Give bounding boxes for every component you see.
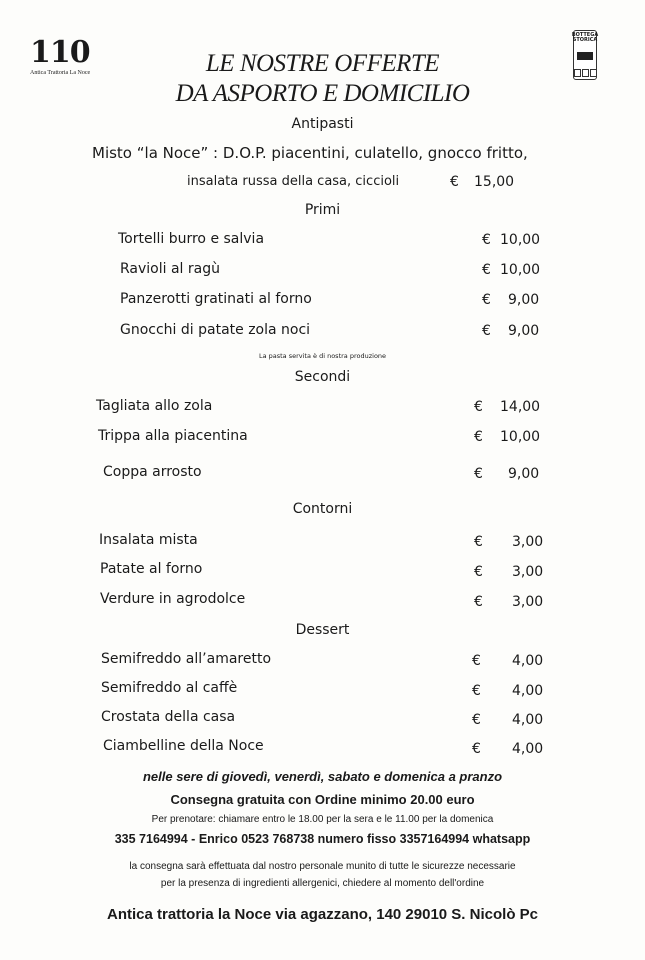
euro-symbol: € <box>472 653 481 669</box>
section-primi: Primi <box>304 202 341 218</box>
restaurant-address: Antica trattoria la Noce via agazzano, 140 29010 S. Nicolò Pc <box>106 906 538 923</box>
menu-item-price: 3,00 <box>512 534 544 550</box>
section-dessert: Dessert <box>295 622 350 638</box>
menu-item-price: 10,00 <box>500 232 541 248</box>
menu-item-name: Ciambelline della Noce <box>103 738 264 754</box>
allergen-note: per la presenza di ingredienti allergenici, chiedere al momento dell'ordine <box>160 878 485 889</box>
euro-symbol: € <box>474 534 483 550</box>
menu-item-name: Semifreddo all’amaretto <box>101 651 272 667</box>
menu-item-name: Gnocchi di patate zola noci <box>120 322 311 338</box>
booking-info: Per prenotare: chiamare entro le 18.00 per la sera e le 11.00 per la domenica <box>151 814 494 825</box>
menu-item-name: Panzerotti gratinati al forno <box>120 291 312 307</box>
euro-symbol: € <box>474 594 483 610</box>
menu-title-line2: DA ASPORTO E DOMICILIO <box>175 80 470 107</box>
menu-item-name: Semifreddo al caffè <box>101 680 238 696</box>
menu-item-price: 3,00 <box>512 594 544 610</box>
menu-item-name: Tortelli burro e salvia <box>118 231 265 247</box>
menu-item-price: 4,00 <box>512 712 544 728</box>
euro-symbol: € <box>482 232 491 248</box>
section-antipasti: Antipasti <box>291 116 354 132</box>
menu-item-price: 10,00 <box>500 429 541 445</box>
euro-symbol: € <box>474 429 483 445</box>
menu-item-name: Trippa alla piacentina <box>98 428 248 444</box>
euro-symbol: € <box>472 741 481 757</box>
menu-item-price: 9,00 <box>508 323 540 339</box>
antipasti-line2: insalata russa della casa, ciccioli <box>187 174 400 189</box>
safety-note: la consegna sarà effettuata dal nostro personale munito di tutte le sicurezze necessarie <box>129 861 516 872</box>
menu-item-price: 3,00 <box>512 564 544 580</box>
menu-item-price: 4,00 <box>512 653 544 669</box>
logo-subtitle: Antica Trattoria La Noce <box>30 70 91 76</box>
menu-item-name: Patate al forno <box>100 561 203 577</box>
menu-item-name: Crostata della casa <box>101 709 236 725</box>
euro-symbol: € <box>450 174 459 190</box>
delivery-terms: Consegna gratuita con Ordine minimo 20.00 euro <box>170 792 475 807</box>
menu-item-name: Ravioli al ragù <box>120 261 220 277</box>
menu-item-price: 4,00 <box>512 683 544 699</box>
pasta-note: La pasta servita è di nostra produzione <box>258 352 387 360</box>
menu-item-name: Verdure in agrodolce <box>100 591 246 607</box>
badge-text: BOTTEGA STORICA <box>571 32 599 44</box>
section-secondi: Secondi <box>294 369 351 385</box>
euro-symbol: € <box>482 323 491 339</box>
euro-symbol: € <box>472 683 481 699</box>
euro-symbol: € <box>482 262 491 278</box>
antipasti-line1: Misto “la Noce” : D.O.P. piacentini, culatello, gnocco fritto, <box>92 144 528 162</box>
logo-number: 110 <box>30 35 90 70</box>
section-contorni: Contorni <box>292 501 353 517</box>
phone-numbers: 335 7164994 - Enrico 0523 768738 numero fisso 3357164994 whatsapp <box>114 832 531 846</box>
menu-item-price: 10,00 <box>500 262 541 278</box>
delivery-days: nelle sere di giovedì, venerdì, sabato e domenica a pranzo <box>142 769 503 784</box>
menu-item-name: Tagliata allo zola <box>96 398 213 414</box>
euro-symbol: € <box>472 712 481 728</box>
euro-symbol: € <box>474 564 483 580</box>
euro-symbol: € <box>474 466 483 482</box>
menu-item-name: Insalata mista <box>99 532 198 548</box>
menu-title-line1: LE NOSTRE OFFERTE <box>205 50 440 77</box>
menu-item-price: 4,00 <box>512 741 544 757</box>
menu-item-name: Coppa arrosto <box>103 464 202 480</box>
menu-item-price: 14,00 <box>500 399 541 415</box>
euro-symbol: € <box>482 292 491 308</box>
euro-symbol: € <box>474 399 483 415</box>
antipasti-price: 15,00 <box>474 174 515 190</box>
menu-item-price: 9,00 <box>508 292 540 308</box>
menu-item-price: 9,00 <box>508 466 540 482</box>
